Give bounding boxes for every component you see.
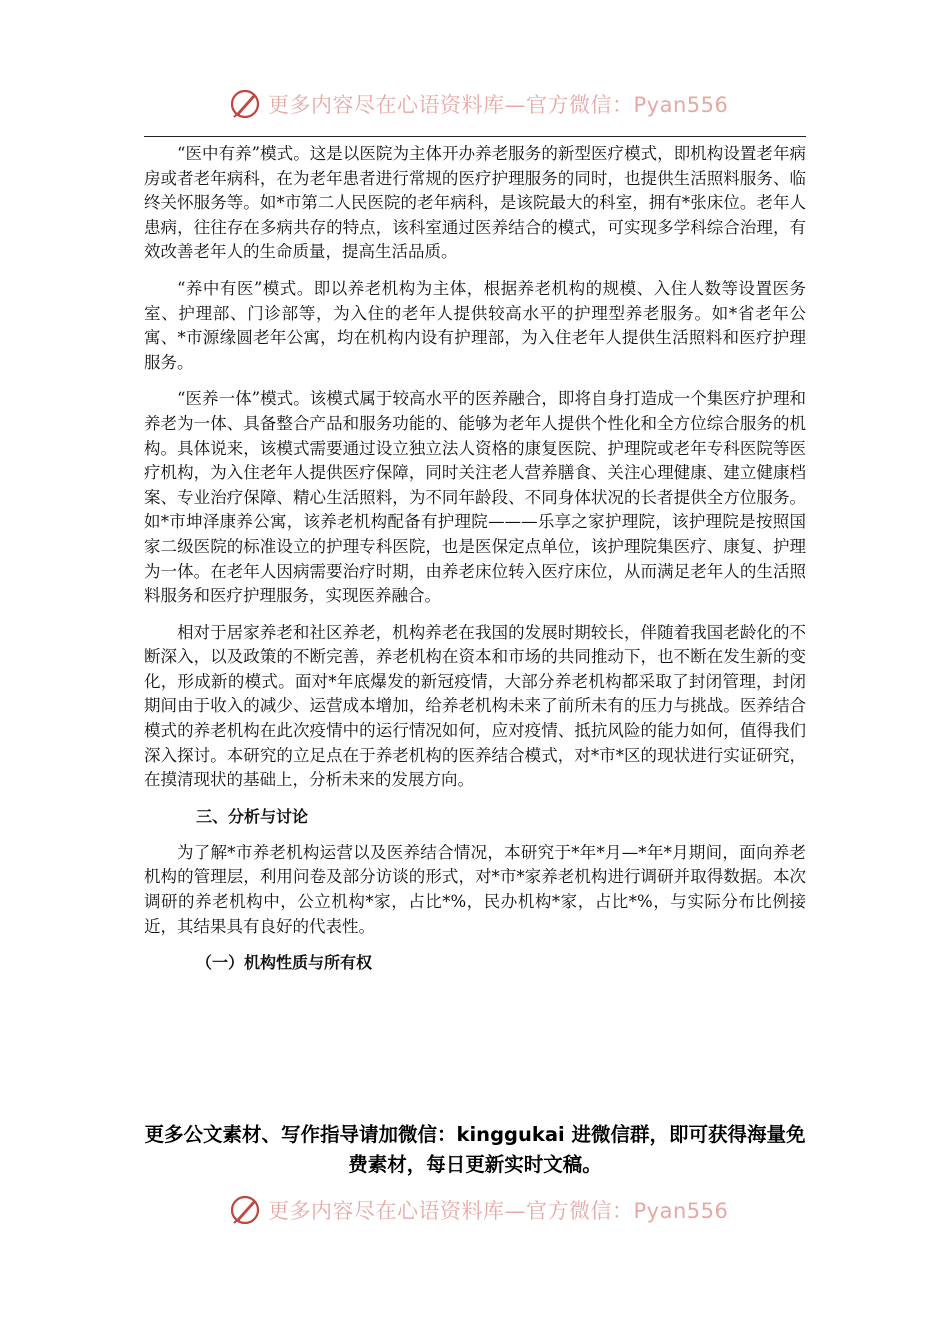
header-divider: [144, 136, 806, 137]
section-heading: 三、分析与讨论: [196, 806, 309, 826]
bottom-banner-inner: [228, 1192, 728, 1228]
bottom-banner-text: 更多内容尽在心语资料库—官方微信：Pyan556: [268, 1199, 729, 1223]
paragraph-institutional-care: 相对于居家养老和社区养老，机构养老在我国的发展时期较长，伴随着我国老龄化的不断深入，以及政策的不断完善，养老机构在资本和市场的共同推动下，也不断在发生新的变化，形成新的模式。面对*年底爆发的新冠疫情，大部分养老机构都采取了封闭管理，封闭期间由于收入的减少、运营成本增加，给养老机构未来了前所未有的压力与挑战。医养结合模式的养老机构在此次疫情中的运行情况如何，应对疫情、抵抗风险的能力如何，值得我们深入探讨。本研究的立足点在于养老机构的医养结合模式，对*市*区的现状进行实证研究，在摸清现状的基础上，分析未来的发展方向。: [144, 622, 806, 790]
top-banner-text: 更多内容尽在心语资料库—官方微信：Pyan556: [268, 93, 729, 117]
paragraph-care-with-medical: “养中有医”模式。即以养老机构为主体，根据养老机构的规模、入住人数等设置医务室、护理部、门诊部等，为入住的老年人提供较高水平的护理型养老服务。如*省老年公寓、*市源缘圆老年公寓，均在机构内设有护理部，为入住老年人提供生活照料和医疗护理服务。: [144, 278, 806, 372]
top-banner-inner: [228, 86, 728, 122]
pen-circle-logo-icon: [228, 1193, 262, 1227]
document-body: [144, 142, 806, 975]
top-banner: [0, 86, 950, 126]
paragraph-medical-with-care: “医中有养”模式。这是以医院为主体开办养老服务的新型医疗模式，即机构设置老年病房或者老年病科，在为老年患者进行常规的医疗护理服务的同时，也提供生活照料服务、临终关怀服务等。如*市第二人民医院的老年病科，是该院最大的科室，拥有*张床位。老年人患病，往往存在多病共存的特点，该科室通过医养结合的模式，可实现多学科综合治理，有效改善老年人的生命质量，提高生活品质。: [144, 144, 806, 262]
pen-circle-logo-icon: [228, 87, 262, 121]
footer-promo-note: 更多公文素材、写作指导请加微信：kinggukai 进微信群，即可获得海量免费素材，每日更新实时文稿。: [144, 1123, 806, 1176]
paragraph-survey: 为了解*市养老机构运营以及医养结合情况，本研究于*年*月—*年*月期间，面向养老机构的管理层，利用问卷及部分访谈的形式，对*市*家养老机构进行调研并取得数据。本次调研的养老机构中，公立机构*家，占比*%，民办机构*家，占比*%，与实际分布比例接近，其结果具有良好的代表性。: [144, 842, 806, 936]
subsection-heading: （一）机构性质与所有权: [196, 953, 373, 973]
paragraph-integrated-model: “医养一体”模式。该模式属于较高水平的医养融合，即将自身打造成一个集医疗护理和养老为一体、具备整合产品和服务功能的、能够为老年人提供个性化和全方位综合服务的机构。具体说来，该模式需要通过设立独立法人资格的康复医院、护理院或老年专科医院等医疗机构，为入住老年人提供医疗保障，同时关注老人营养膳食、关注心理健康、建立健康档案、专业治疗保障、精心生活照料，为不同年龄段、不同身体状况的长者提供全方位服务。如*市坤泽康养公寓，该养老机构配备有护理院———乐享之家护理院，该护理院是按照国家二级医院的标准设立的护理专科医院，也是医保定点单位，该护理院集医疗、康复、护理为一体。在老年人因病需要治疗时期，由养老床位转入医疗床位，从而满足老年人的生活照料服务和医疗护理服务，实现医养融合。: [144, 389, 806, 606]
bottom-banner: [0, 1192, 950, 1232]
